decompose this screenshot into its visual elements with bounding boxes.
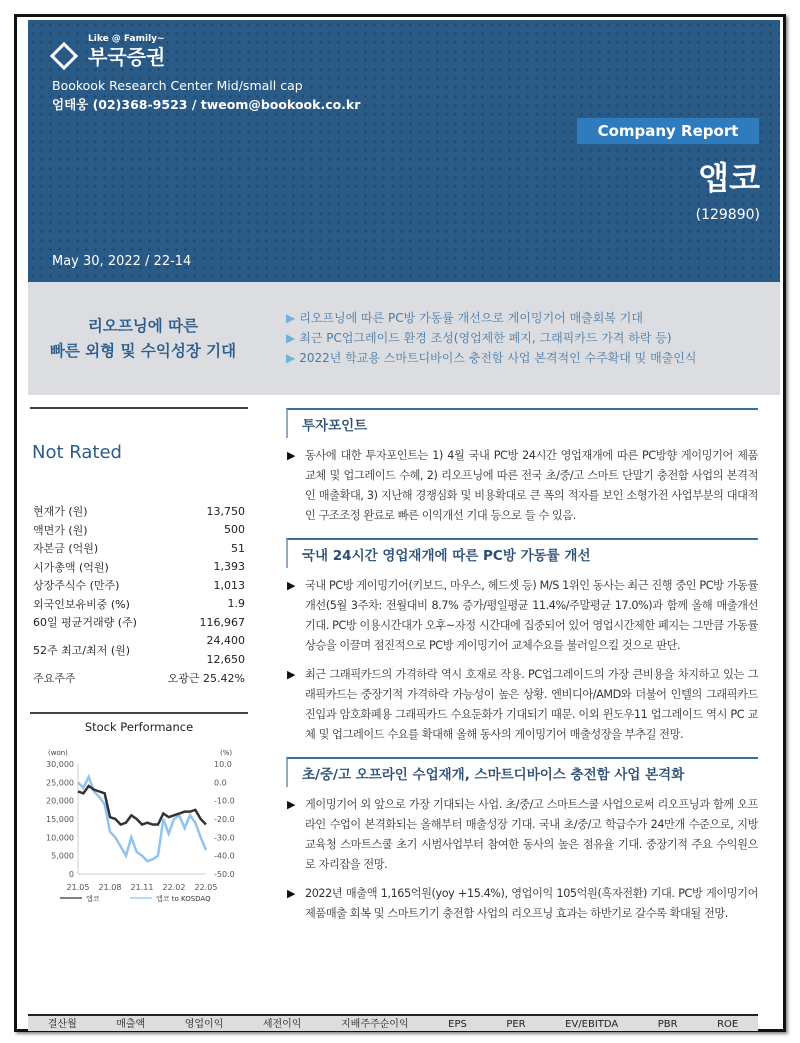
logo-diamond-icon — [50, 42, 78, 70]
logo-tagline: Like @ Family~ — [88, 34, 165, 44]
chart-svg — [30, 734, 248, 909]
stat-value: 12,650 — [206, 652, 245, 666]
table-column-header: 결산월 — [47, 1019, 77, 1030]
y2-tick-label: -40.0 — [214, 851, 235, 861]
paragraph-text: 최근 그래픽카드의 가격하락 역시 호재로 작용. PC업그레이드의 가장 큰비용을 차지하고 있는 그래픽카드는 중장기적 가격하락 가능성이 높은 상황. 엔비디아/AMD와 더불어 인텔의 그래픽카드 진입과 암호화폐용 그래픽카드 수요둔화가 기대되기 때문. 이외 윈도우11 업그레이드 역시 PC 교체 및 업그레이드 수요를 확대해 올해 동사의 게이밍기어 매출성장을 부추길 전망. — [305, 668, 758, 741]
report-type-badge: Company Report — [577, 118, 759, 144]
stat-value: 1,013 — [213, 578, 245, 592]
x-tick-label: 21.11 — [130, 883, 154, 892]
table-column-header: EV/EBITDA — [565, 1019, 619, 1030]
summary-bullet — [286, 328, 696, 348]
y2-tick-label: -50.0 — [214, 870, 235, 879]
summary-bullet — [286, 308, 696, 328]
y2-axis-label: (%) — [220, 749, 233, 757]
y-tick-label: 15,000 — [46, 815, 74, 824]
bullet-text: 리오프닝에 따른 PC방 가동률 개선으로 게이밍기어 매출회복 기대 — [299, 311, 643, 325]
stat-row — [30, 595, 248, 614]
brand-logo — [48, 34, 268, 70]
bullet-arrow-icon: ▶ — [287, 449, 296, 462]
table-column-header: 지배주주순이익 — [341, 1019, 409, 1030]
stat-row — [30, 521, 248, 540]
left-column — [30, 407, 248, 687]
stock-stats-table — [30, 502, 248, 687]
stat-label: 시가총액 (억원) — [33, 560, 109, 574]
table-column-header: EPS — [448, 1019, 467, 1030]
chart-title: Stock Performance — [84, 720, 194, 734]
bullet-paragraph — [286, 446, 758, 526]
summary-band — [28, 282, 780, 395]
stat-row — [30, 539, 248, 558]
stat-value: 오광근 25.42% — [167, 671, 245, 685]
stock-code: (129890) — [695, 207, 760, 223]
paragraph-text: 국내 PC방 게이밍기어(키보드, 마우스, 헤드셋 등) M/S 1위인 동사는 최근 진행 중인 PC방 가동률 개선(5월 3주차: 전월대비 8.7% 증가/평일평균 11.4%/주말평균 17.0%)과 함께 올해 매출개선기대. PC방 이용시간대가 오후~자정 시간대에 집중되어 있어 영업시간제한 폐지는 그만큼 가동률 상승을 이끌며 점진적으로 PC방 게이밍기어 교체수요를 불러일으킬 것으로 판단. — [305, 579, 758, 652]
stat-label: 52주 최고/최저 (원) — [33, 644, 131, 657]
rating: Not Rated — [32, 442, 122, 463]
research-center: Bookook Research Center Mid/small cap — [52, 78, 303, 93]
y2-tick-label: -10.0 — [214, 796, 235, 806]
section-title: 투자포인트 — [286, 408, 758, 438]
arrow-icon: ▶ — [286, 351, 296, 365]
table-column-header: 세전이익 — [262, 1019, 302, 1030]
stat-value: 51 — [231, 541, 245, 555]
report-section — [286, 408, 758, 526]
table-column-header: 매출액 — [116, 1019, 146, 1030]
stat-row — [30, 558, 248, 577]
y-tick-label: 25,000 — [46, 778, 74, 788]
table-column-header: PER — [506, 1019, 526, 1030]
stat-label: 액면가 (원) — [33, 523, 88, 537]
arrow-icon: ▶ — [286, 311, 296, 325]
company-name: 앱코 — [698, 159, 760, 197]
right-column — [286, 408, 758, 1008]
analyst-contact: 엄태웅 (02)368-9523 / tweom@bookook.co.kr — [52, 97, 361, 112]
report-header — [28, 20, 780, 282]
y-tick-label: 10,000 — [46, 833, 74, 843]
bullet-paragraph — [286, 665, 758, 745]
divider — [30, 407, 248, 409]
stat-row — [30, 632, 248, 651]
bullet-paragraph — [286, 884, 758, 924]
y-axis-label: (won) — [48, 749, 68, 757]
legend-label: 앱코 to KOSDAQ — [156, 895, 211, 903]
y-tick-label: 5,000 — [51, 851, 74, 861]
bullet-arrow-icon: ▶ — [287, 668, 296, 681]
bullet-arrow-icon: ▶ — [287, 887, 296, 900]
report-date: May 30, 2022 / 22-14 — [52, 254, 192, 269]
table-column-header: ROE — [717, 1019, 739, 1030]
paragraph-text: 2022년 매출액 1,165억원(yoy +15.4%), 영업이익 105억원(흑자전환) 기대. PC방 게이밍기어 제품매출 회복 및 스마트기기 충전함 사업의 리오프닝 효과는 하반기로 갈수록 확대될 전망. — [305, 887, 758, 920]
financial-table-header — [28, 1014, 758, 1031]
stat-label: 외국인보유비중 (%) — [33, 597, 130, 611]
stock-performance-chart — [30, 712, 248, 913]
brand-name: 부국증권 — [88, 45, 166, 69]
stat-row — [30, 502, 248, 521]
summary-title — [28, 314, 258, 364]
y-tick-label: 20,000 — [46, 796, 74, 806]
y2-tick-label: 0.0 — [214, 778, 227, 788]
bullet-text: 최근 PC업그레이드 환경 조성(영업제한 폐지, 그래픽카드 가격 하락 등) — [299, 331, 672, 345]
stat-value: 1.9 — [227, 597, 245, 611]
report-section — [286, 757, 758, 924]
stat-value: 24,400 — [206, 634, 245, 648]
paragraph-text: 게이밍기어 외 앞으로 가장 기대되는 사업. 초/중/고 스마트스쿨 사업으로써 리오프닝과 함께 오프라인 수업이 본격화되는 올해부터 매출성장 기대. 국내 초/중/고 학급수가 24만개 수준으로, 지방교육청 스마트스쿨 초기 시범사업부터 참여한 동사의 높은 점유율 기대. 중장기적 주요 수익원으로 자리잡을 전망. — [305, 798, 758, 871]
table-column-header: 영업이익 — [184, 1019, 224, 1030]
stat-row — [30, 669, 248, 688]
bullet-paragraph — [286, 795, 758, 875]
stat-value: 500 — [224, 523, 245, 537]
summary-title-line: 빠른 외형 및 수익성장 기대 — [49, 342, 237, 360]
y-tick-label: 0 — [68, 870, 74, 879]
y2-tick-label: 10.0 — [214, 760, 232, 769]
bullet-text: 2022년 학교용 스마트디바이스 충전함 사업 본격적인 수주확대 및 매출인식 — [299, 351, 697, 365]
stat-value: 13,750 — [206, 504, 245, 518]
stat-row — [30, 576, 248, 595]
paragraph-text: 동사에 대한 투자포인트는 1) 4월 국내 PC방 24시간 영업재개에 따른 PC방향 게이밍기어 제품 교체 및 업그레이드 수혜, 2) 리오프닝에 따른 전국 초/중/고 스마트 단말기 충전함 사업의 본격적인 매출확대, 3) 지난해 경쟁심화 및 비용확대로 큰 폭의 적자를 보인 소형가전 사업부분의 대대적인 구조조정 완료로 빠른 이익개선 기대 등으로 들 수 있음. — [305, 449, 758, 522]
bullet-arrow-icon: ▶ — [287, 579, 296, 592]
report-section — [286, 538, 758, 745]
summary-title-line: 리오프닝에 따른 — [87, 317, 199, 335]
table-column-header: PBR — [657, 1019, 678, 1030]
section-title: 국내 24시간 영업재개에 따른 PC방 가동률 개선 — [286, 538, 758, 568]
section-title: 초/중/고 오프라인 수업재개, 스마트디바이스 충전함 사업 본격화 — [286, 757, 758, 787]
legend-label: 앱코 — [86, 895, 100, 903]
summary-bullet — [286, 348, 696, 368]
x-tick-label: 21.08 — [98, 883, 122, 892]
stat-row — [30, 613, 248, 632]
stat-label: 자본금 (억원) — [33, 542, 99, 556]
summary-bullets — [286, 308, 696, 368]
x-tick-label: 22.05 — [194, 883, 218, 892]
x-tick-label: 21.05 — [66, 883, 90, 892]
arrow-icon: ▶ — [286, 331, 296, 345]
divider — [30, 712, 248, 714]
y-tick-label: 30,000 — [46, 760, 74, 769]
stat-label: 상장주식수 (만주) — [33, 579, 120, 593]
stat-label: 주요주주 — [33, 671, 76, 685]
stat-label: 현재가 (원) — [33, 505, 88, 519]
stat-value: 116,967 — [199, 615, 245, 629]
stat-label: 60일 평균거래량 (주) — [33, 616, 137, 630]
x-tick-label: 22.02 — [162, 883, 186, 892]
price-line — [78, 786, 206, 825]
bullet-arrow-icon: ▶ — [287, 798, 296, 811]
stat-value: 1,393 — [213, 560, 245, 574]
y2-tick-label: -20.0 — [214, 815, 235, 824]
y2-tick-label: -30.0 — [214, 833, 235, 843]
bullet-paragraph — [286, 576, 758, 656]
